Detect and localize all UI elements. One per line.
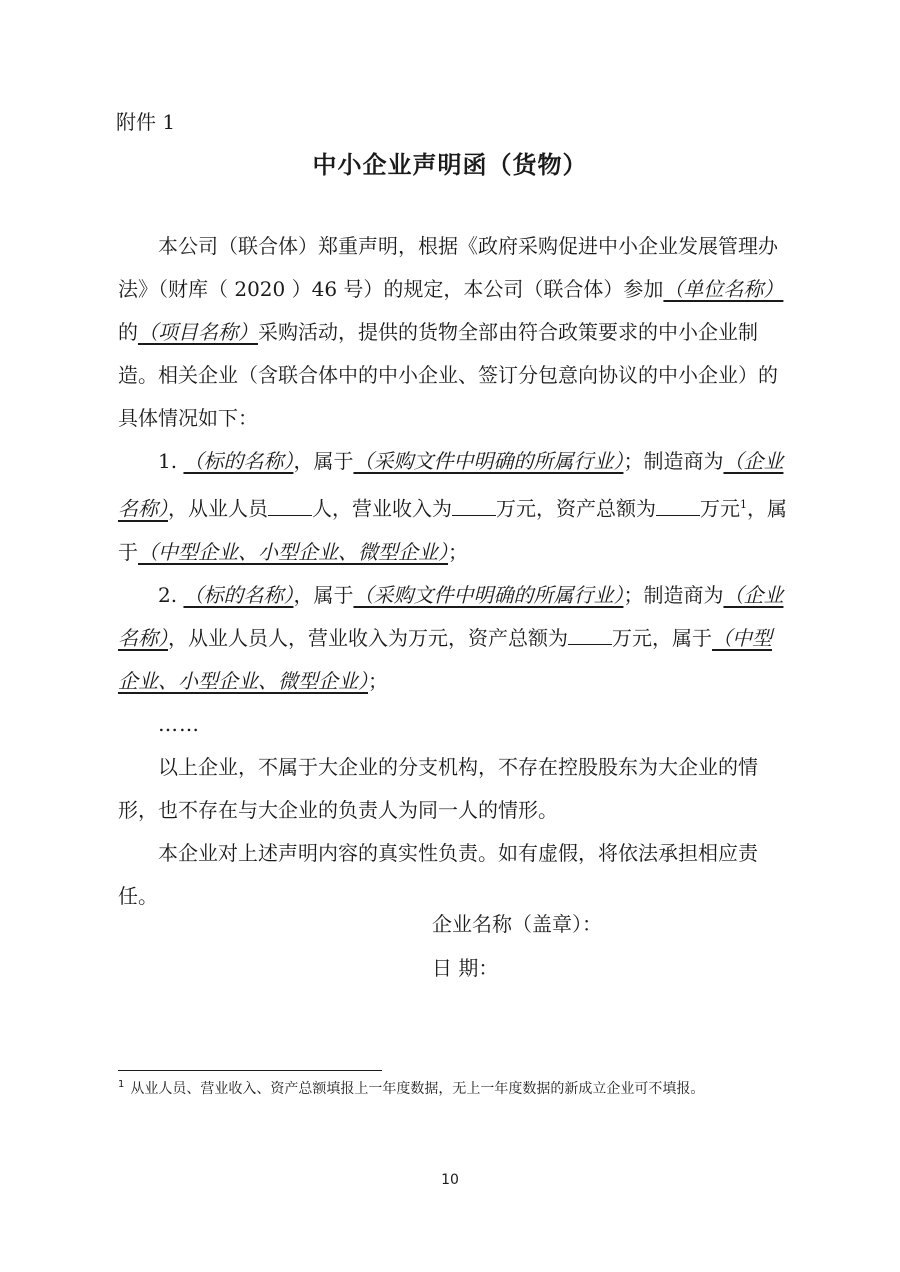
company-seal-label: 企业名称（盖章）： — [432, 912, 602, 936]
item-2-text-end: ； — [368, 668, 388, 693]
date-label: 日 期： — [432, 956, 499, 980]
footnote-text: 从业人员、营业收入、资产总额填报上一年度数据，无上一年度数据的新成立企业可不填报。 — [130, 1081, 705, 1097]
item-2-assets-blank — [568, 626, 612, 645]
item-2-text-manufacturer: ；制造商为 — [623, 582, 724, 607]
item-1-staff-blank — [268, 497, 312, 516]
item-1-text-assets: 万元，资产总额为 — [496, 496, 656, 521]
item-1-text-belongs-2: ，属于 — [118, 496, 787, 564]
intro-paragraph — [118, 225, 790, 440]
item-1-text-belongs: ，属于 — [293, 449, 354, 473]
footnote-divider — [118, 1070, 382, 1071]
item-1-number: 1. — [158, 449, 178, 473]
item-1-size-field: （中型企业、小型企业、微型企业） — [138, 539, 448, 564]
item-2-text-unit: 万元，属于 — [612, 625, 712, 650]
item-1-footnote-mark: 1 — [740, 498, 747, 511]
page-number: 10 — [441, 1172, 459, 1188]
intro-text-1: 本公司（联合体）郑重声明，根据《政府采购促进中小企业发展管理办法》（财库（ 2020 ）46 号）的规定，本公司（联合体）参加 — [118, 234, 778, 301]
item-1-subject-field: （标的名称） — [183, 449, 294, 473]
footnote-mark: 1 — [118, 1079, 125, 1091]
attachment-label: 附件 1 — [116, 110, 176, 134]
item-1-revenue-blank — [452, 497, 496, 516]
not-large-enterprise-paragraph: 以上企业，不属于大企业的分支机构，不存在控股股东为大企业的情形，也不存在与大企业的负责人为同一人的情形。 — [118, 754, 758, 822]
item-2-company-field: （企业名称） — [118, 582, 784, 650]
intro-text-2: 的 — [118, 320, 138, 344]
document-title: 中小企业声明函（货物） — [312, 150, 588, 179]
item-1-industry-field: （采购文件中明确的所属行业） — [353, 449, 624, 473]
item-1-text-revenue: 人，营业收入为 — [312, 496, 452, 521]
item-1-assets-blank — [656, 497, 700, 516]
item-2 — [118, 574, 790, 703]
item-1-text-end: ； — [448, 539, 468, 564]
item-1-text-unit: 万元 — [700, 496, 740, 521]
item-1-text-manufacturer: ；制造商为 — [623, 449, 724, 473]
item-2-industry-field: （采购文件中明确的所属行业） — [353, 582, 624, 607]
intro-text-3: 采购活动，提供的货物全部由符合政策要求的中小企业制造。相关企业（含联合体中的中小企业、签订分包意向协议的中小企业）的具体情况如下： — [118, 320, 778, 430]
declaration-body — [118, 225, 790, 918]
ellipsis: …… — [158, 711, 200, 736]
item-2-number: 2. — [158, 582, 178, 607]
item-1-text-staff: ，从业人员 — [168, 496, 268, 521]
responsibility-paragraph: 本企业对上述声明内容的真实性负责。如有虚假，将依法承担相应责任。 — [118, 840, 758, 908]
item-2-text-belongs: ，属于 — [293, 582, 354, 607]
unit-name-field: （单位名称） — [663, 277, 784, 301]
item-2-subject-field: （标的名称） — [183, 582, 294, 607]
footnote — [118, 1078, 798, 1098]
item-2-size-field: （中型企业、小型企业、微型企业） — [118, 625, 772, 693]
item-1-company-field: （企业名称） — [118, 449, 784, 521]
item-2-text-staff: ，从业人员人，营业收入为万元，资产总额为 — [168, 625, 568, 650]
project-name-field: （项目名称） — [138, 320, 258, 344]
item-1 — [118, 440, 790, 574]
